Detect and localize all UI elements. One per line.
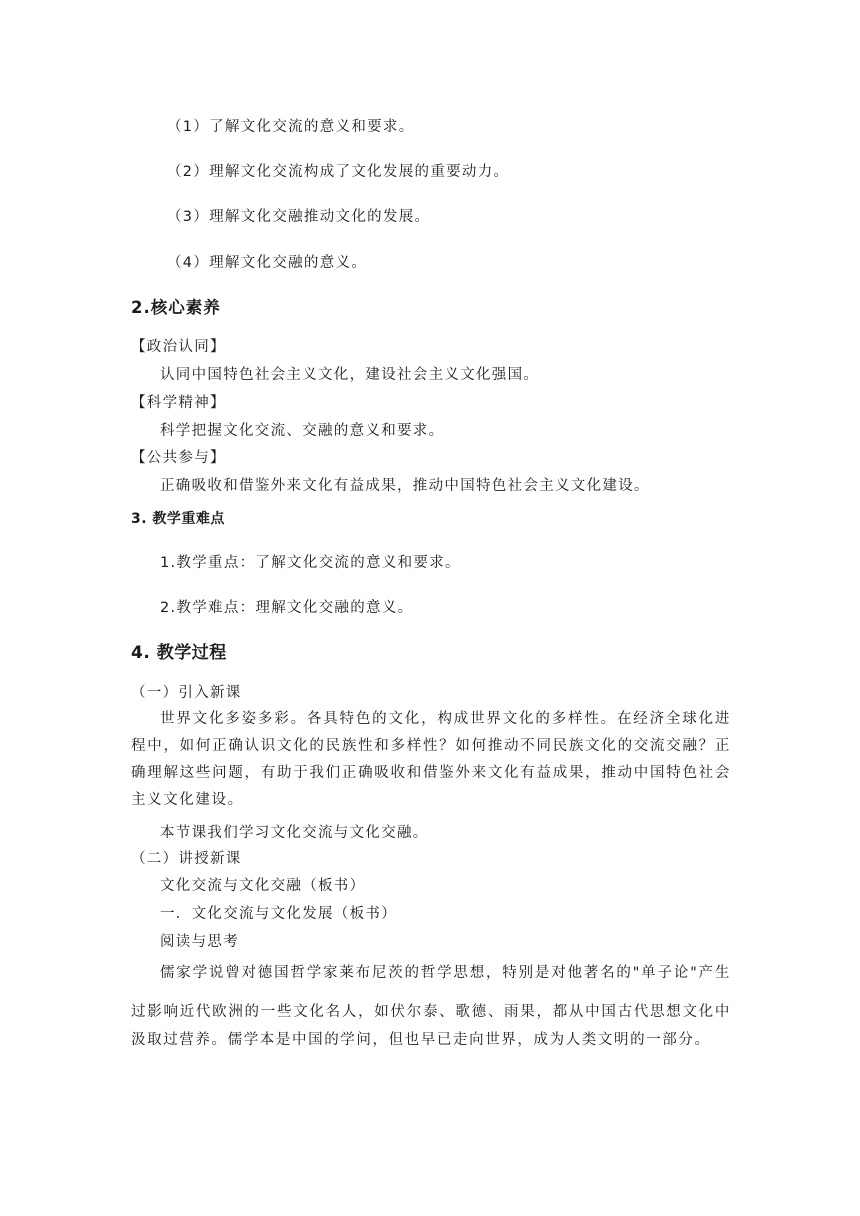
reading-paragraph: 过影响近代欧洲的一些文化名人，如伏尔泰、歌德、雨果，都从中国古代思想文化中汲取过营养。儒学本是中国的学问，但也早已走向世界，成为人类文明的一部分。 <box>131 1004 731 1048</box>
core-literacy-heading: 2.核心素养 <box>131 298 221 317</box>
board-title: 文化交流与文化交融（板书） <box>160 878 366 894</box>
objective-1: （1）了解文化交流的意义和要求。 <box>167 119 415 135</box>
reading-first-line: 儒家学说曾对德国哲学家莱布尼茨的哲学思想，特别是对他著名的"单子论"产生 <box>160 965 732 981</box>
key-point-item: 1.教学重点：了解文化交流的意义和要求。 <box>160 555 461 571</box>
core-item-label: 【政治认同】 <box>131 339 226 355</box>
objective-4: （4）理解文化交融的意义。 <box>167 255 368 271</box>
intro-closing: 本节课我们学习文化交流与文化交融。 <box>160 825 429 841</box>
section-label-intro: （一）引入新课 <box>131 685 242 701</box>
core-item-text: 正确吸收和借鉴外来文化有益成果，推动中国特色社会主义文化建设。 <box>160 478 650 494</box>
core-item-text: 认同中国特色社会主义文化，建设社会主义文化强国。 <box>160 367 540 383</box>
objective-2: （2）理解文化交流构成了文化发展的重要动力。 <box>167 164 510 180</box>
objective-3: （3）理解文化交融推动文化的发展。 <box>167 209 431 225</box>
key-points-heading: 3. 教学重难点 <box>131 511 225 527</box>
section-label-new-lesson: （二）讲授新课 <box>131 851 242 867</box>
core-item-label: 【科学精神】 <box>131 395 226 411</box>
key-point-item: 2.教学难点：理解文化交融的意义。 <box>160 600 414 616</box>
board-section: 一．文化交流与文化发展（板书） <box>160 906 397 922</box>
core-item-text: 科学把握文化交流、交融的意义和要求。 <box>160 423 445 439</box>
intro-paragraph: 世界文化多姿多彩。各具特色的文化，构成世界文化的多样性。在经济全球化进程中，如何正确认识文化的民族性和多样性？如何推动不同民族文化的交流交融？正确理解这些问题，有助于我们正确吸收和借鉴外来文化有益成果，推动中国特色社会主义文化建设。 <box>131 711 731 808</box>
core-item-label: 【公共参与】 <box>131 450 226 466</box>
teaching-process-heading: 4. 教学过程 <box>131 643 227 663</box>
reading-label: 阅读与思考 <box>160 934 239 950</box>
